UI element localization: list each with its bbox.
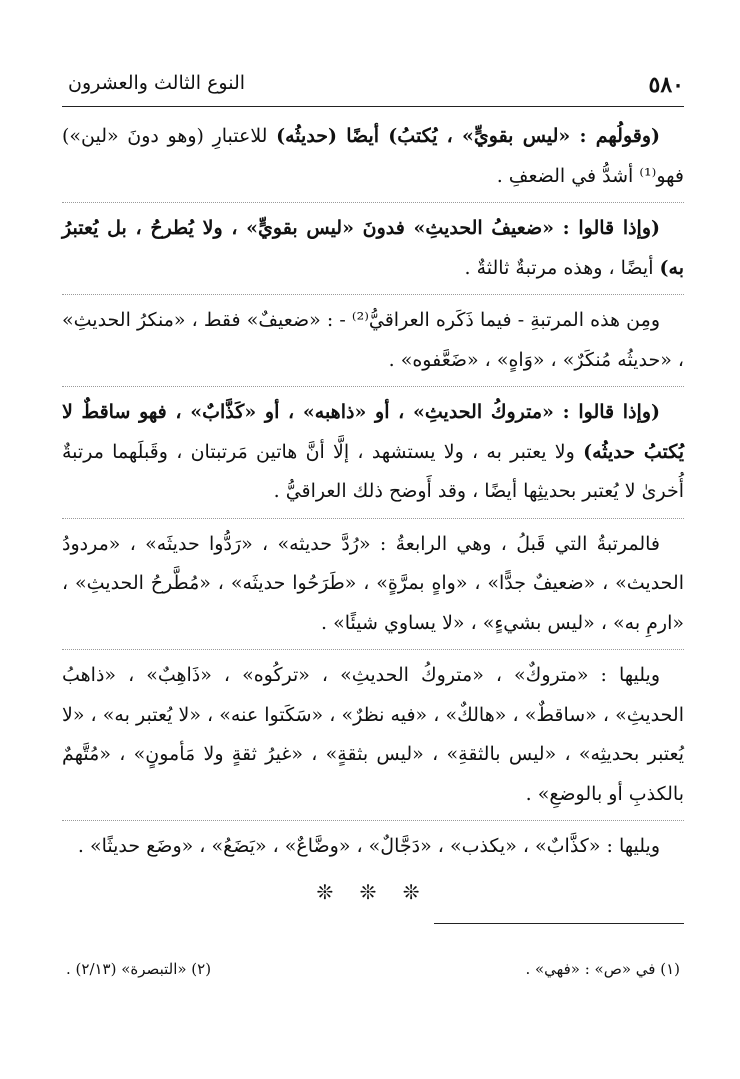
page-header <box>62 62 684 107</box>
paragraph-4 <box>62 393 684 519</box>
footnote-2: (٢) «التبصرة» (٢/١٣) . <box>66 959 212 978</box>
paragraph-5 <box>62 525 684 651</box>
footnote-divider <box>434 923 684 924</box>
main-text <box>62 117 684 905</box>
section-separator: ❊ ❊ ❊ <box>316 879 430 904</box>
paragraph-2 <box>62 209 684 295</box>
paragraph-4-text: ولا يعتبر به ، ولا يستشهد ، إلَّا أنَّ هاتين مَرتبتان ، وقَبلَهما مرتبةٌ أُخرىٰ لا يُعتبر بحديثِها أيضًا ، وقد أَوضح ذلك العراقيُّ . <box>62 440 684 502</box>
paragraph-4-bold: (وإذا قالوا : «متروكُ الحديثِ» ، أو «ذاهبه» ، أو «كَذَّابٌ» ، فهو ساقطٌ لا يُكتبُ حديثُه) <box>62 401 685 463</box>
book-page <box>62 62 684 1052</box>
paragraph-7-text: ويليها : «كذَّابٌ» ، «يكذب» ، «دَجَّالٌ» ، «وضَّاعٌ» ، «يَضَعُ» ، «وضَع حديثًا» . <box>77 835 660 857</box>
paragraph-2-text: أيضًا ، وهذه مرتبةٌ ثالثةٌ . <box>464 256 660 279</box>
paragraph-6 <box>62 656 684 821</box>
page-number: ٥٨٠ <box>648 72 684 98</box>
paragraph-1-bold: (وقولُهم : «ليس بقويٍّ» ، يُكتبُ) أيضًا (حديثُه) <box>276 125 661 147</box>
paragraph-6-text: ويليها : «متروكٌ» ، «متروكُ الحديثِ» ، «تركُوه» ، «ذَاهِبٌ» ، «ذاهبُ الحديثِ» ، «ساقطٌ» ، «هالكٌ» ، «فيه نظرٌ» ، «سَكَتوا عنه» ، «لا يُعتبر به» ، «لا يُعتبر بحديثِه» ، «ليس بالثقةِ» ، «ليس بثقةٍ» ، «غيرُ ثقةٍ ولا مَأمونٍ» ، «مُتَّهمٌ بالكذبِ أو بالوضعِ» . <box>62 664 684 805</box>
footnote-1: (١) في «ص» : «فهي» . <box>525 959 680 978</box>
paragraph-3 <box>62 301 684 387</box>
paragraph-7 <box>62 827 684 873</box>
paragraph-3-text: ومِن هذه المرتبةِ - فيما ذَكَره العراقيُّ⁽²⁾ - : «ضعيفٌ» فقط ، «منكرُ الحديثِ» ، «حديثُه مُنكَرٌ» ، «وَاهٍ» ، «ضَعَّفوه» . <box>62 309 684 371</box>
paragraph-1-text: للاعتبارِ (وهو دونَ «لين») فهو⁽¹⁾ أشدُّ في الضعفِ . <box>62 125 684 187</box>
paragraph-2-bold: (وإذا قالوا : «ضعيفُ الحديثِ» فدونَ «ليس بقويٍّ» ، ولا يُطرحُ ، بل يُعتبرُ به) <box>62 217 684 279</box>
chapter-title: النوع الثالث والعشرون <box>68 72 246 94</box>
footnotes <box>62 960 684 978</box>
paragraph-5-text: فالمرتبةُ التي قَبلُ ، وهي الرابعةُ : «رُدَّ حديثه» ، «رَدُّوا حديثَه» ، «مردودُ الحديث» ، «ضعيفٌ جدًّا» ، «واهٍ بمرَّةٍ» ، «طَرَحُوا حديثَه» ، «مُطَّرحُ الحديثِ» ، «ارمِ به» ، «ليس بشيءٍ» ، «لا يساوي شيئًا» . <box>62 532 684 634</box>
paragraph-1 <box>62 117 684 203</box>
